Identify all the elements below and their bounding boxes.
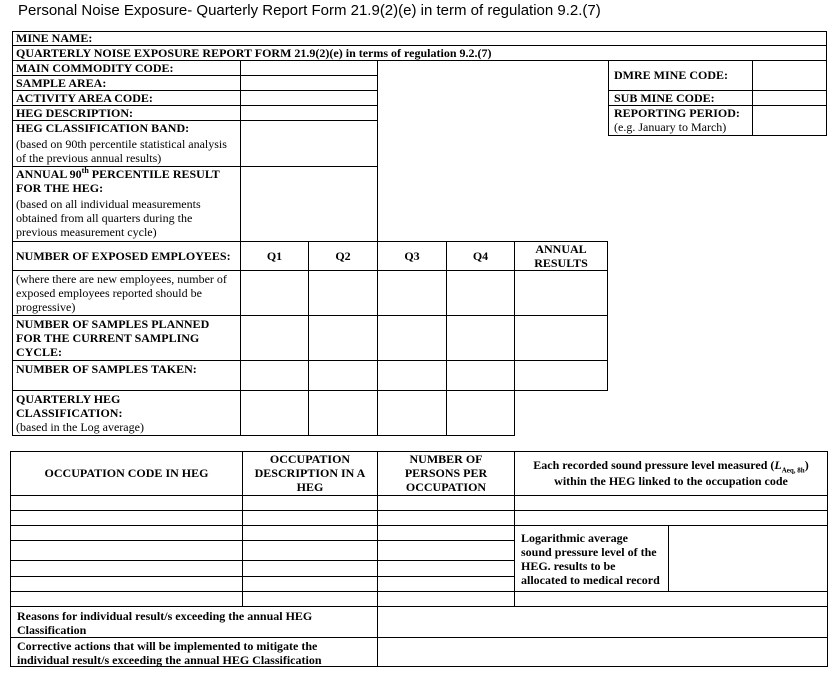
corrective-label-1: Corrective actions that will be implemented to mitigate the (17, 639, 318, 653)
reporting-period-note: (e.g. January to March) (614, 120, 727, 134)
corrective-label-2: individual result/s exceeding the annual HEG Classification (17, 653, 322, 667)
page-header: Personal Noise Exposure- Quarterly Report Form 21.9(2)(e) in term of regulation 9.2.(7) (18, 2, 601, 19)
q1-header: Q1 (266, 249, 283, 263)
sample-area-label: SAMPLE AREA: (16, 76, 107, 90)
heg-description-label: HEG DESCRIPTION: (16, 106, 134, 120)
heg-class-1: QUARTERLY HEG (16, 392, 121, 406)
samples-planned-3: CYCLE: (16, 345, 63, 359)
occupation-desc-header-3: HEG (296, 480, 324, 494)
sound-level-header-1: Each recorded sound pressure level measured $(L_{Aeq, 8h})$ (533, 458, 809, 475)
q4-header: Q4 (472, 249, 489, 263)
persons-header-2: PERSONS PER (404, 466, 488, 480)
occupation-desc-header-2: DESCRIPTION IN A (254, 466, 366, 480)
heg-band-note-1: (based on 90th percentile statistical analysis (16, 137, 227, 151)
heg-class-note: (based in the Log average) (16, 420, 144, 434)
sub-mine-code-label: SUB MINE CODE: (614, 91, 715, 105)
reporting-period-label: REPORTING PERIOD: (614, 106, 740, 120)
heg-band-title: HEG CLASSIFICATION BAND: (16, 121, 190, 135)
samples-planned-2: FOR THE CURRENT SAMPLING (16, 331, 200, 345)
reasons-label-1: Reasons for individual result/s exceeding the annual HEG (17, 609, 313, 623)
log-average-4: allocated to medical record (521, 573, 660, 587)
log-average-1: Logarithmic average (521, 531, 628, 545)
persons-header-3: OCCUPATION (405, 480, 487, 494)
samples-taken-label: NUMBER OF SAMPLES TAKEN: (16, 362, 197, 376)
activity-area-code-label: ACTIVITY AREA CODE: (16, 91, 153, 105)
annual-90-note-1: (based on all individual measurements (16, 197, 201, 211)
employees-title: NUMBER OF EXPOSED EMPLOYEES: (16, 249, 231, 263)
annual-results-header-2: RESULTS (534, 256, 588, 270)
annual-90-note-3: previous measurement cycle) (16, 225, 157, 239)
form-title: QUARTERLY NOISE EXPOSURE REPORT FORM 21.9(2)(e) in terms of regulation 9.2.(7) (16, 46, 492, 60)
log-average-3: HEG. results to be (521, 559, 616, 573)
sound-level-header-2: within the HEG linked to the occupation code (554, 474, 788, 488)
mine-name-label: MINE NAME: (16, 31, 93, 45)
dmre-mine-code-label: DMRE MINE CODE: (614, 68, 728, 82)
employees-note-2: exposed employees reported should be (16, 286, 202, 300)
employees-note-1: (where there are new employees, number of (16, 272, 227, 286)
annual-90-note-2: obtained from all quarters during the (16, 211, 193, 225)
annual-90-title: ANNUAL 90th PERCENTILE RESULT (16, 166, 220, 181)
main-commodity-code-label: MAIN COMMODITY CODE: (16, 61, 174, 75)
persons-header-1: NUMBER OF (409, 452, 483, 466)
occupation-desc-header-1: OCCUPATION (269, 452, 351, 466)
heg-band-note-2: of the previous annual results) (16, 151, 162, 165)
q3-header: Q3 (404, 249, 420, 263)
employees-note-3: progressive) (16, 300, 76, 314)
occupation-code-header: OCCUPATION CODE IN HEG (44, 466, 209, 480)
log-average-2: sound pressure level of the (521, 545, 657, 559)
heg-class-2: CLASSIFICATION: (16, 406, 123, 420)
samples-planned-1: NUMBER OF SAMPLES PLANNED (16, 317, 210, 331)
annual-results-header-1: ANNUAL (535, 242, 587, 256)
q2-header: Q2 (335, 249, 351, 263)
reasons-label-2: Classification (17, 623, 87, 637)
annual-90-title-2: FOR THE HEG: (16, 181, 104, 195)
